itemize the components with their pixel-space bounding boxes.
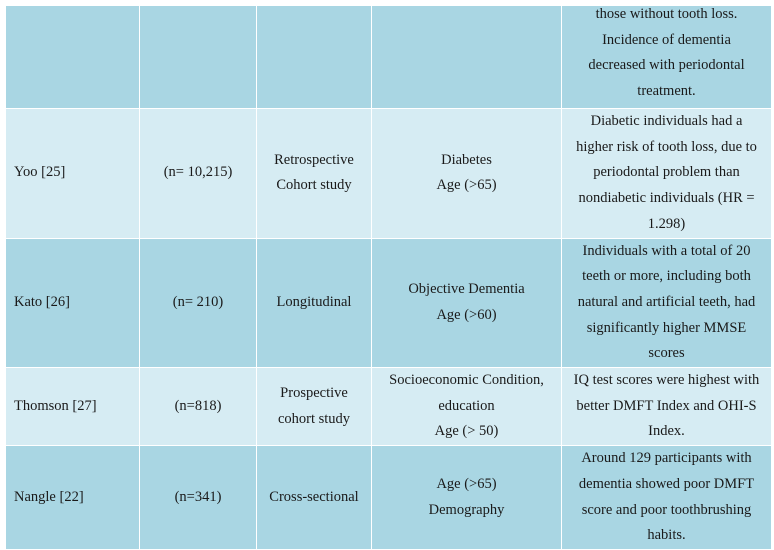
findings-line: significantly higher MMSE — [586, 319, 747, 336]
sample-size: (n= 210) — [172, 293, 224, 310]
factor-line: Diabetes — [441, 151, 492, 168]
factor-line: Socioeconomic Condition, — [389, 372, 544, 389]
sample-size-cell — [140, 6, 257, 109]
findings-line: periodontal problem than — [593, 164, 740, 181]
findings-cell — [562, 446, 772, 550]
findings-line: IQ test scores were highest with — [573, 372, 760, 389]
findings-cell — [562, 6, 772, 109]
factor-line: Objective Dementia — [408, 281, 525, 298]
study-type-cell — [257, 6, 372, 109]
factors-cell — [372, 6, 562, 109]
findings-line: natural and artificial teeth, had — [577, 293, 756, 310]
study-type-cell — [257, 109, 372, 239]
factors-cell — [372, 368, 562, 446]
findings-line: teeth or more, including both — [582, 268, 751, 285]
study-type-line: Cohort study — [276, 177, 352, 194]
sample-size-cell — [140, 238, 257, 368]
study-name: Kato [26] — [14, 293, 70, 310]
study-cell — [6, 109, 140, 239]
factor-line: education — [438, 397, 495, 414]
study-type-line: Cross-sectional — [269, 488, 359, 505]
study-type-line: Longitudinal — [276, 293, 352, 310]
findings-line: higher risk of tooth loss, due to — [576, 138, 757, 155]
table-row — [6, 368, 772, 446]
study-cell — [6, 238, 140, 368]
findings-line: 1.298) — [647, 215, 686, 232]
findings-line: scores — [648, 345, 685, 362]
findings-line: dementia showed poor DMFT — [578, 475, 755, 492]
study-cell — [6, 368, 140, 446]
table-row — [6, 6, 772, 109]
study-type-cell — [257, 368, 372, 446]
study-cell — [6, 446, 140, 550]
table-row — [6, 109, 772, 239]
factors-cell — [372, 109, 562, 239]
study-cell — [6, 6, 140, 109]
study-type-line: Retrospective — [274, 151, 354, 168]
factors-cell — [372, 238, 562, 368]
study-type-line: cohort study — [277, 410, 351, 427]
findings-line: Around 129 participants with — [581, 450, 752, 467]
findings-line: nondiabetic individuals (HR = — [578, 190, 755, 207]
factor-line: Age (>65) — [436, 177, 497, 194]
study-name: Nangle [22] — [14, 488, 84, 505]
factor-line: Age (> 50) — [434, 423, 499, 440]
findings-line: better DMFT Index and OHI-S — [576, 397, 757, 414]
sample-size: (n=818) — [174, 397, 222, 414]
study-type-cell — [257, 446, 372, 550]
factor-line: Demography — [428, 501, 505, 518]
findings-cell — [562, 368, 772, 446]
findings-line: decreased with periodontal — [588, 57, 745, 74]
findings-line: Diabetic individuals had a — [590, 113, 743, 129]
sample-size-cell — [140, 109, 257, 239]
study-name: Thomson [27] — [14, 397, 97, 414]
findings-line: Index. — [648, 423, 685, 440]
sample-size-cell — [140, 446, 257, 550]
findings-line: Individuals with a total of 20 — [582, 242, 751, 259]
findings-line: habits. — [647, 527, 686, 544]
findings-line: those without tooth loss. — [595, 6, 738, 22]
sample-size: (n= 10,215) — [163, 164, 233, 181]
findings-cell — [562, 238, 772, 368]
factor-line: Age (>65) — [436, 475, 497, 492]
study-name: Yoo [25] — [14, 164, 66, 181]
factors-cell — [372, 446, 562, 550]
sample-size-cell — [140, 368, 257, 446]
findings-line: treatment. — [637, 83, 696, 100]
study-type-cell — [257, 238, 372, 368]
findings-line: Incidence of dementia — [602, 31, 731, 48]
study-type-line: Prospective — [280, 384, 348, 401]
factor-line: Age (>60) — [436, 306, 497, 323]
table-row — [6, 238, 772, 368]
studies-table — [5, 5, 772, 550]
table-row — [6, 446, 772, 550]
findings-line: score and poor toothbrushing — [581, 501, 752, 518]
sample-size: (n=341) — [174, 488, 222, 505]
findings-cell — [562, 109, 772, 239]
